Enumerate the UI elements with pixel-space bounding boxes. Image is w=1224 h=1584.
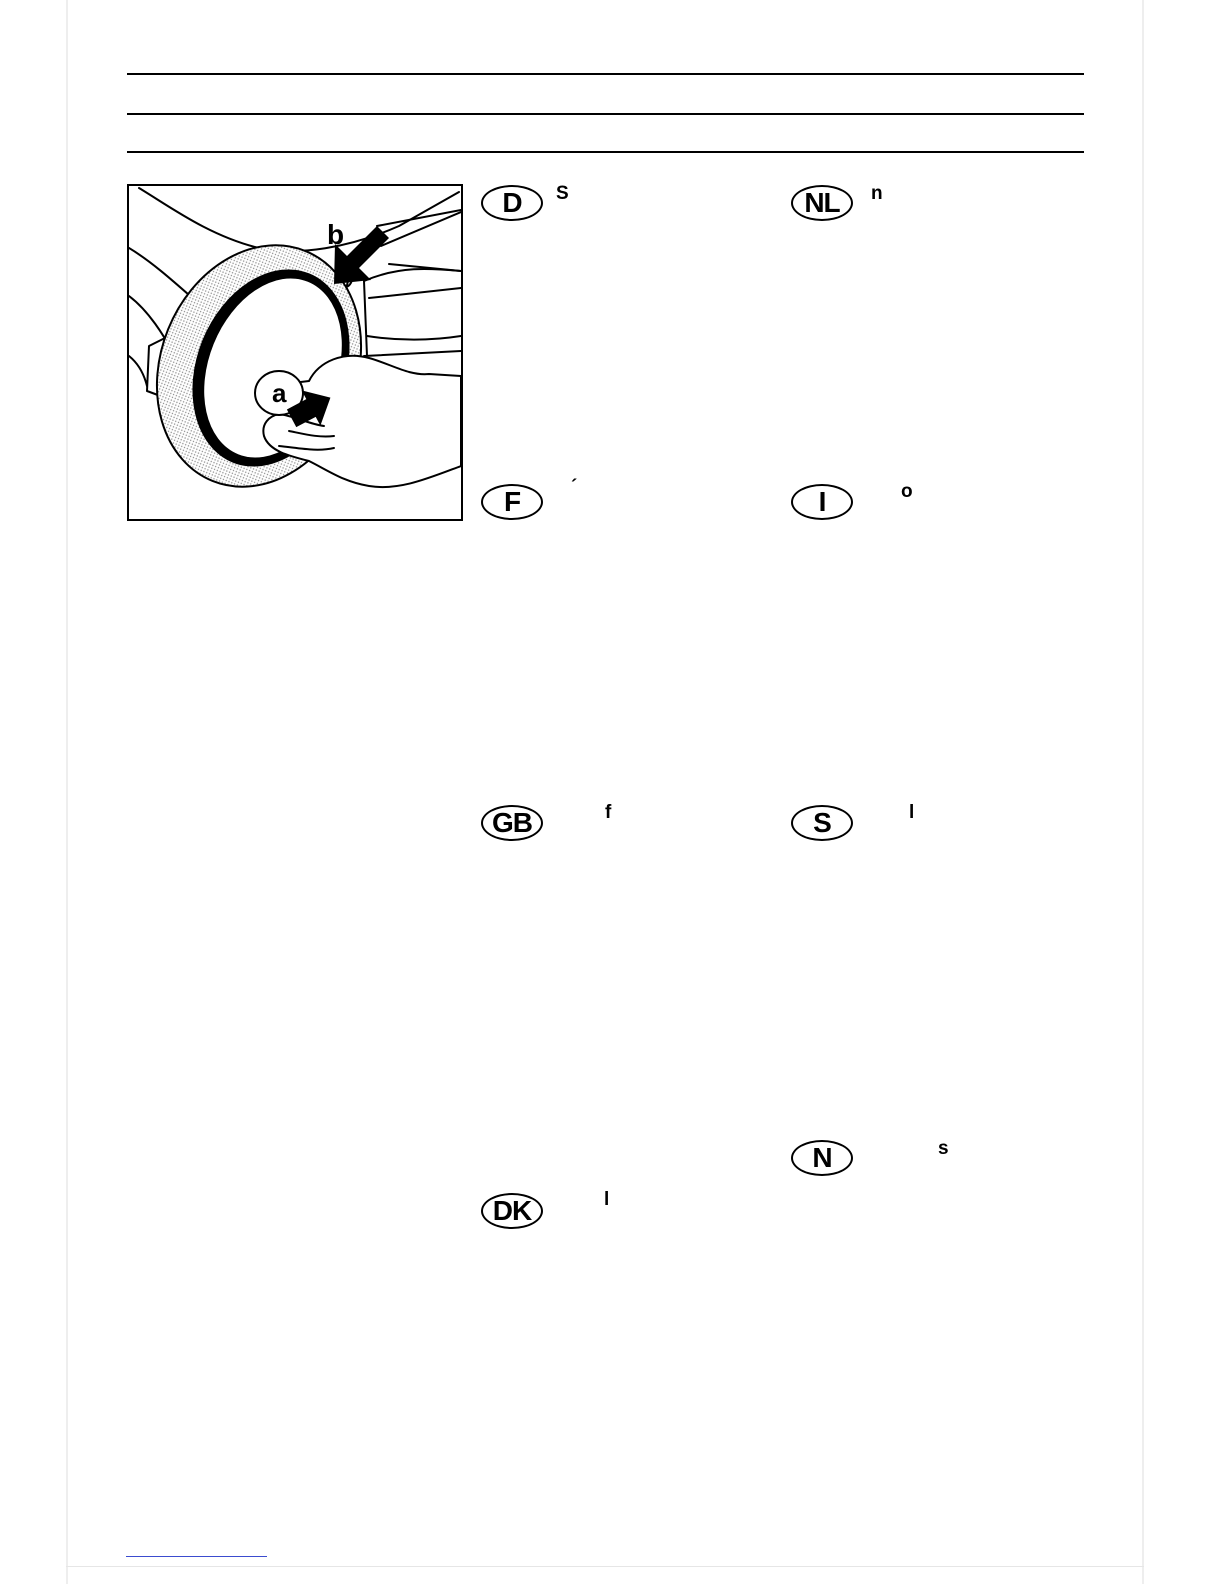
section-i-text: o [901, 481, 913, 502]
page-edge-right [1142, 0, 1144, 1584]
language-badge-f: F [481, 484, 543, 520]
language-badge-i: I [791, 484, 853, 520]
callout-b: b [327, 219, 345, 250]
language-badge-gb: GB [481, 805, 543, 841]
footer-link-underline[interactable] [126, 1556, 267, 1557]
section-d-text: S [556, 183, 569, 204]
language-badge-dk: DK [481, 1193, 543, 1229]
page-bottom-edge [66, 1566, 1144, 1567]
air-filter-illustration [127, 184, 463, 521]
language-badge-n: N [791, 1140, 853, 1176]
header-rule-3 [127, 151, 1084, 153]
section-s-text: l [909, 802, 915, 823]
section-n-text: s [938, 1138, 949, 1159]
header-rule-2 [127, 113, 1084, 115]
language-badge-s: S [791, 805, 853, 841]
section-dk-text: l [604, 1189, 610, 1210]
header-rule-1 [127, 73, 1084, 75]
section-gb-text: f [605, 802, 612, 823]
page-edge-left [66, 0, 68, 1584]
callout-a: a [272, 378, 287, 408]
language-badge-d: D [481, 185, 543, 221]
section-f-text: ´ [571, 477, 578, 498]
section-nl-text: n [871, 183, 883, 204]
language-badge-nl: NL [791, 185, 853, 221]
